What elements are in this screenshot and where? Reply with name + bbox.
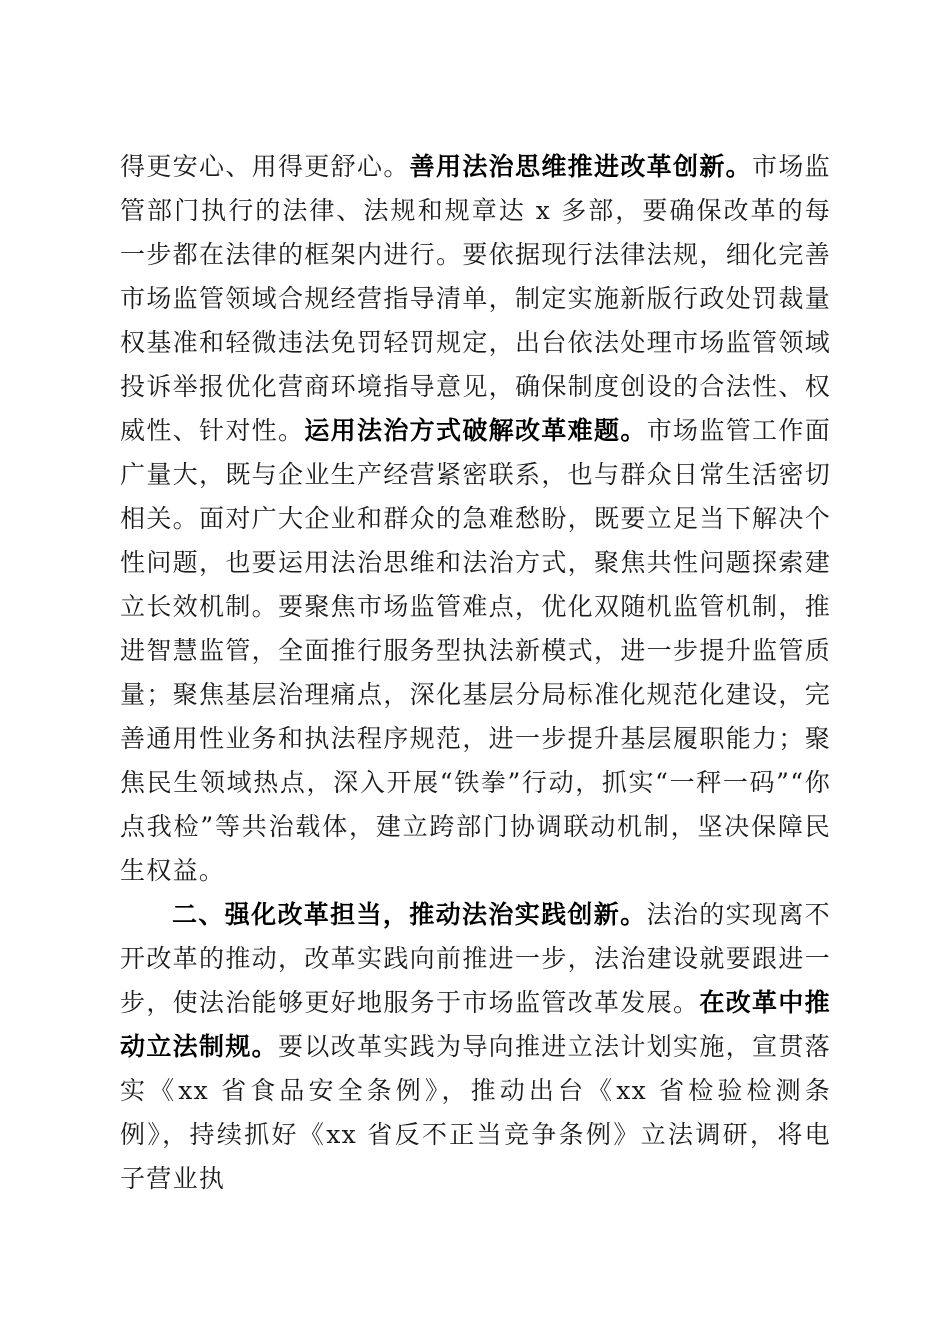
section-heading-two: 二、强化改革担当，推动法治实践创新。 [172, 900, 647, 929]
bold-heading-rule-of-law-methods: 运用法治方式破解改革难题。 [304, 416, 647, 445]
text-segment: 市场监管部门执行的法律、法规和规章达 x 多部，要确保改革的每一步都在法律的框架内进行。要依据现行法律法规，细化完善市场监管领域合规经营指导清单，制定实施新版行政处罚裁量权基准和轻微违法免罚轻罚规定，出台依法处理市场监管领域投诉举报优化营商环境指导意见，确保制度创设的合法性、权威性、针对性。 [120, 152, 831, 445]
text-segment: 要以改革实践为导向推进立法计划实施，宣贯落实《xx 省食品安全条例》，推动出台《xx 省检验检测条例》，持续抓好《xx 省反不正当竞争条例》立法调研，将电子营业执 [120, 1032, 831, 1193]
paragraph-1 [120, 145, 831, 893]
paragraph-2 [120, 893, 831, 1201]
text-segment: 得更安心、用得更舒心。 [120, 152, 410, 181]
document-body [120, 145, 831, 1201]
bold-heading-legislation: 在改革中推动立法制规。 [120, 988, 831, 1061]
bold-heading-rule-of-law-thinking: 善用法治思维推进改革创新。 [409, 152, 753, 181]
text-segment: 市场监管工作面广量大，既与企业生产经营紧密联系，也与群众日常生活密切相关。面对广大企业和群众的急难愁盼，既要立足当下解决个性问题，也要运用法治思维和法治方式，聚焦共性问题探索建立长效机制。要聚焦市场监管难点，优化双随机监管机制，推进智慧监管，全面推行服务型执法新模式，进一步提升监管质量；聚焦基层治理痛点，深化基层分局标准化规范化建设，完善通用性业务和执法程序规范，进一步提升基层履职能力；聚焦民生领域热点，深入开展“铁拳”行动，抓实“一秤一码”“你点我检”等共治载体，建立跨部门协调联动机制，坚决保障民生权益。 [120, 416, 831, 885]
text-segment: 法治的实现离不开改革的推动，改革实践向前推进一步，法治建设就要跟进一步，使法治能够更好地服务于市场监管改革发展。 [120, 900, 831, 1017]
